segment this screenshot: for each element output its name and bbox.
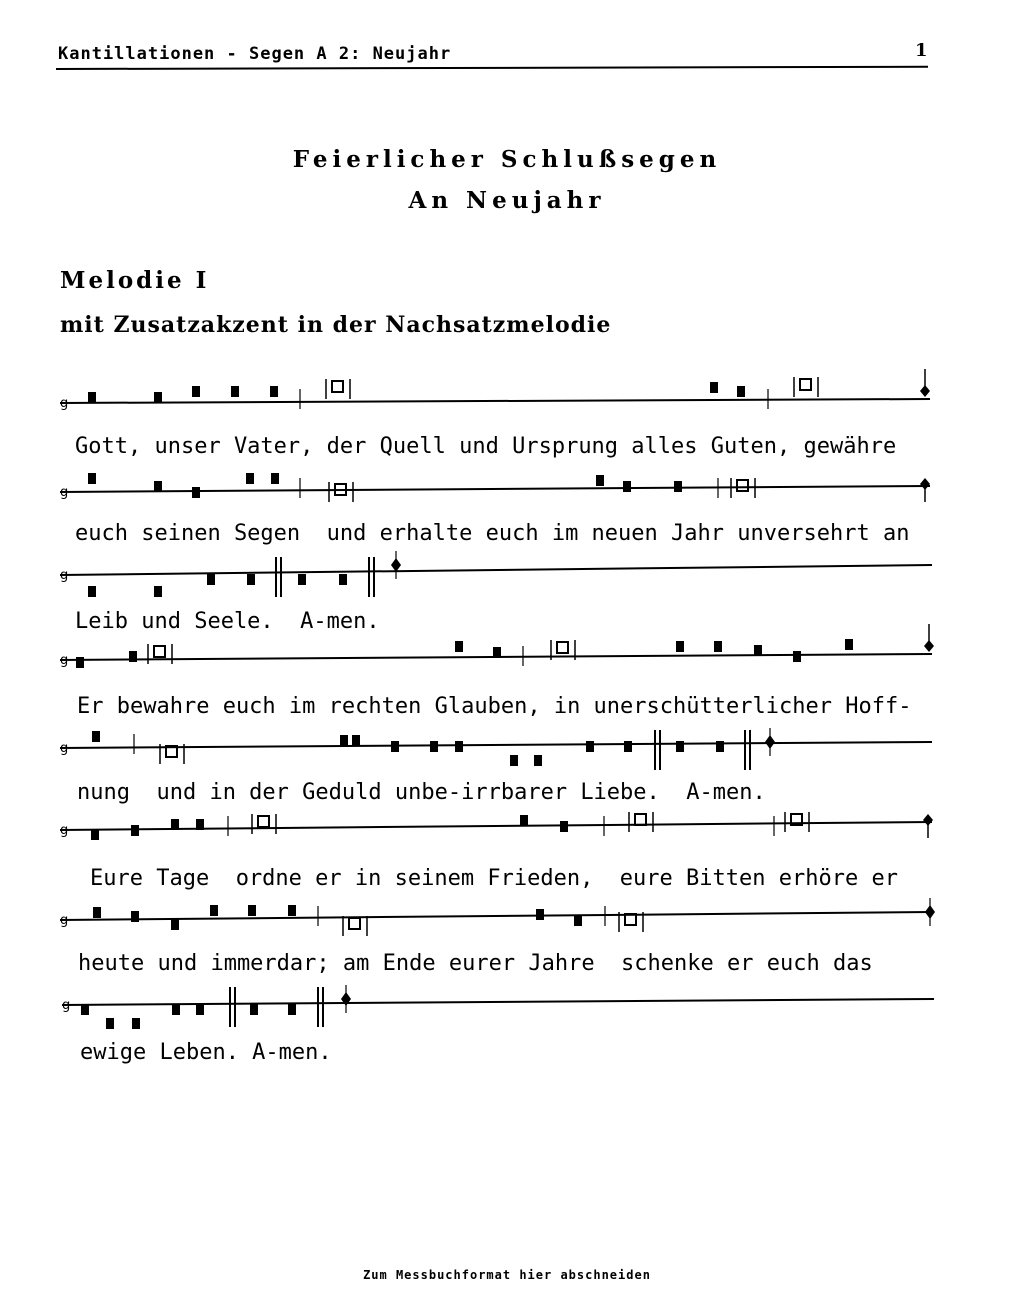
note-punctum <box>248 905 256 916</box>
note-punctum <box>754 645 762 656</box>
note-punctum <box>339 574 347 585</box>
melody-subheading: mit Zusatzakzent in der Nachsatzmelodie <box>60 312 612 338</box>
note-punctum <box>793 651 801 662</box>
clef-symbol: g <box>60 568 69 583</box>
note-punctum <box>586 741 594 752</box>
note-punctum <box>171 919 179 930</box>
note-open <box>154 646 165 657</box>
lyric-line: Er bewahre euch im rechten Glauben, in unerschütterlicher Hoff- <box>77 694 912 719</box>
note-open <box>737 480 748 491</box>
clef-symbol: g <box>60 653 69 668</box>
note-punctum <box>536 909 544 920</box>
note-punctum <box>391 741 399 752</box>
note-punctum <box>171 819 179 830</box>
lyric-line: Gott, unser Vater, der Quell und Ursprung alles Guten, gewähre <box>75 434 897 459</box>
staff-line <box>60 565 932 575</box>
note-open <box>349 918 360 929</box>
note-punctum <box>716 741 724 752</box>
lyric-line: Eure Tage ordne er in seinem Frieden, eure Bitten erhöre er <box>90 866 898 891</box>
note-punctum <box>352 735 360 746</box>
note-punctum <box>92 731 100 742</box>
note-punctum <box>88 473 96 484</box>
note-punctum <box>340 735 348 746</box>
note-punctum <box>455 641 463 652</box>
note-punctum <box>88 392 96 403</box>
staff-line <box>60 486 930 492</box>
note-punctum <box>192 487 200 498</box>
note-punctum <box>231 386 239 397</box>
note-punctum <box>510 755 518 766</box>
note-punctum <box>210 905 218 916</box>
note-punctum <box>737 386 745 397</box>
staff-line <box>60 399 930 403</box>
melody-heading: Melodie I <box>60 267 210 294</box>
clef-symbol: g <box>60 396 69 411</box>
lyric-line: ewige Leben. A-men. <box>80 1040 332 1065</box>
note-punctum <box>129 651 137 662</box>
staff-line <box>60 742 932 748</box>
lyric-line: Leib und Seele. A-men. <box>75 609 380 634</box>
note-open <box>557 642 568 653</box>
note-open <box>258 816 269 827</box>
note-punctum <box>710 382 718 393</box>
note-punctum <box>676 741 684 752</box>
lyric-line: nung und in der Geduld unbe-irrbarer Liebe. A-men. <box>77 780 766 805</box>
note-punctum <box>430 741 438 752</box>
note-punctum <box>288 1004 296 1015</box>
note-punctum <box>196 819 204 830</box>
note-punctum <box>154 481 162 492</box>
note-punctum <box>455 741 463 752</box>
clef-symbol: g <box>60 913 69 928</box>
note-punctum <box>674 481 682 492</box>
note-punctum <box>676 641 684 652</box>
note-punctum <box>76 657 84 668</box>
note-punctum <box>131 825 139 836</box>
note-punctum <box>246 473 254 484</box>
note-punctum <box>534 755 542 766</box>
cut-note: Zum Messbuchformat hier abschneiden <box>363 1268 651 1282</box>
note-punctum <box>106 1018 114 1029</box>
note-punctum <box>131 911 139 922</box>
note-punctum <box>596 475 604 486</box>
note-punctum <box>192 386 200 397</box>
lyric-line: heute und immerdar; am Ende eurer Jahre schenke er euch das <box>78 951 873 976</box>
note-punctum <box>172 1004 180 1015</box>
note-punctum <box>714 641 722 652</box>
note-punctum <box>560 821 568 832</box>
note-punctum <box>845 639 853 650</box>
clef-symbol: g <box>62 998 71 1013</box>
note-punctum <box>288 905 296 916</box>
note-punctum <box>250 1004 258 1015</box>
note-open <box>635 814 646 825</box>
note-punctum <box>81 1004 89 1015</box>
final-note <box>920 385 930 397</box>
clef-symbol: g <box>60 485 69 500</box>
note-punctum <box>520 815 528 826</box>
note-punctum <box>271 473 279 484</box>
note-punctum <box>247 574 255 585</box>
page-number: 1 <box>915 40 928 61</box>
lyric-line: euch seinen Segen und erhalte euch im neuen Jahr unversehrt an <box>75 521 910 546</box>
note-punctum <box>196 1004 204 1015</box>
clef-symbol: g <box>60 741 69 756</box>
running-title: Kantillationen - Segen A 2: Neujahr <box>58 44 452 64</box>
note-punctum <box>623 481 631 492</box>
note-punctum <box>270 386 278 397</box>
note-punctum <box>207 574 215 585</box>
clef-symbol: g <box>60 823 69 838</box>
note-punctum <box>154 586 162 597</box>
note-punctum <box>154 392 162 403</box>
note-open <box>332 381 343 392</box>
note-punctum <box>298 574 306 585</box>
staff-line <box>60 912 932 920</box>
final-note <box>924 640 934 652</box>
note-punctum <box>91 829 99 840</box>
note-open <box>800 379 811 390</box>
note-punctum <box>493 647 501 658</box>
note-punctum <box>624 741 632 752</box>
note-punctum <box>88 586 96 597</box>
note-punctum <box>132 1018 140 1029</box>
note-punctum <box>93 907 101 918</box>
staff-line <box>62 999 934 1005</box>
note-punctum <box>574 915 582 926</box>
title-line-1: Feierlicher Schlußsegen <box>292 146 722 173</box>
title-line-2: An Neujahr <box>408 187 606 214</box>
